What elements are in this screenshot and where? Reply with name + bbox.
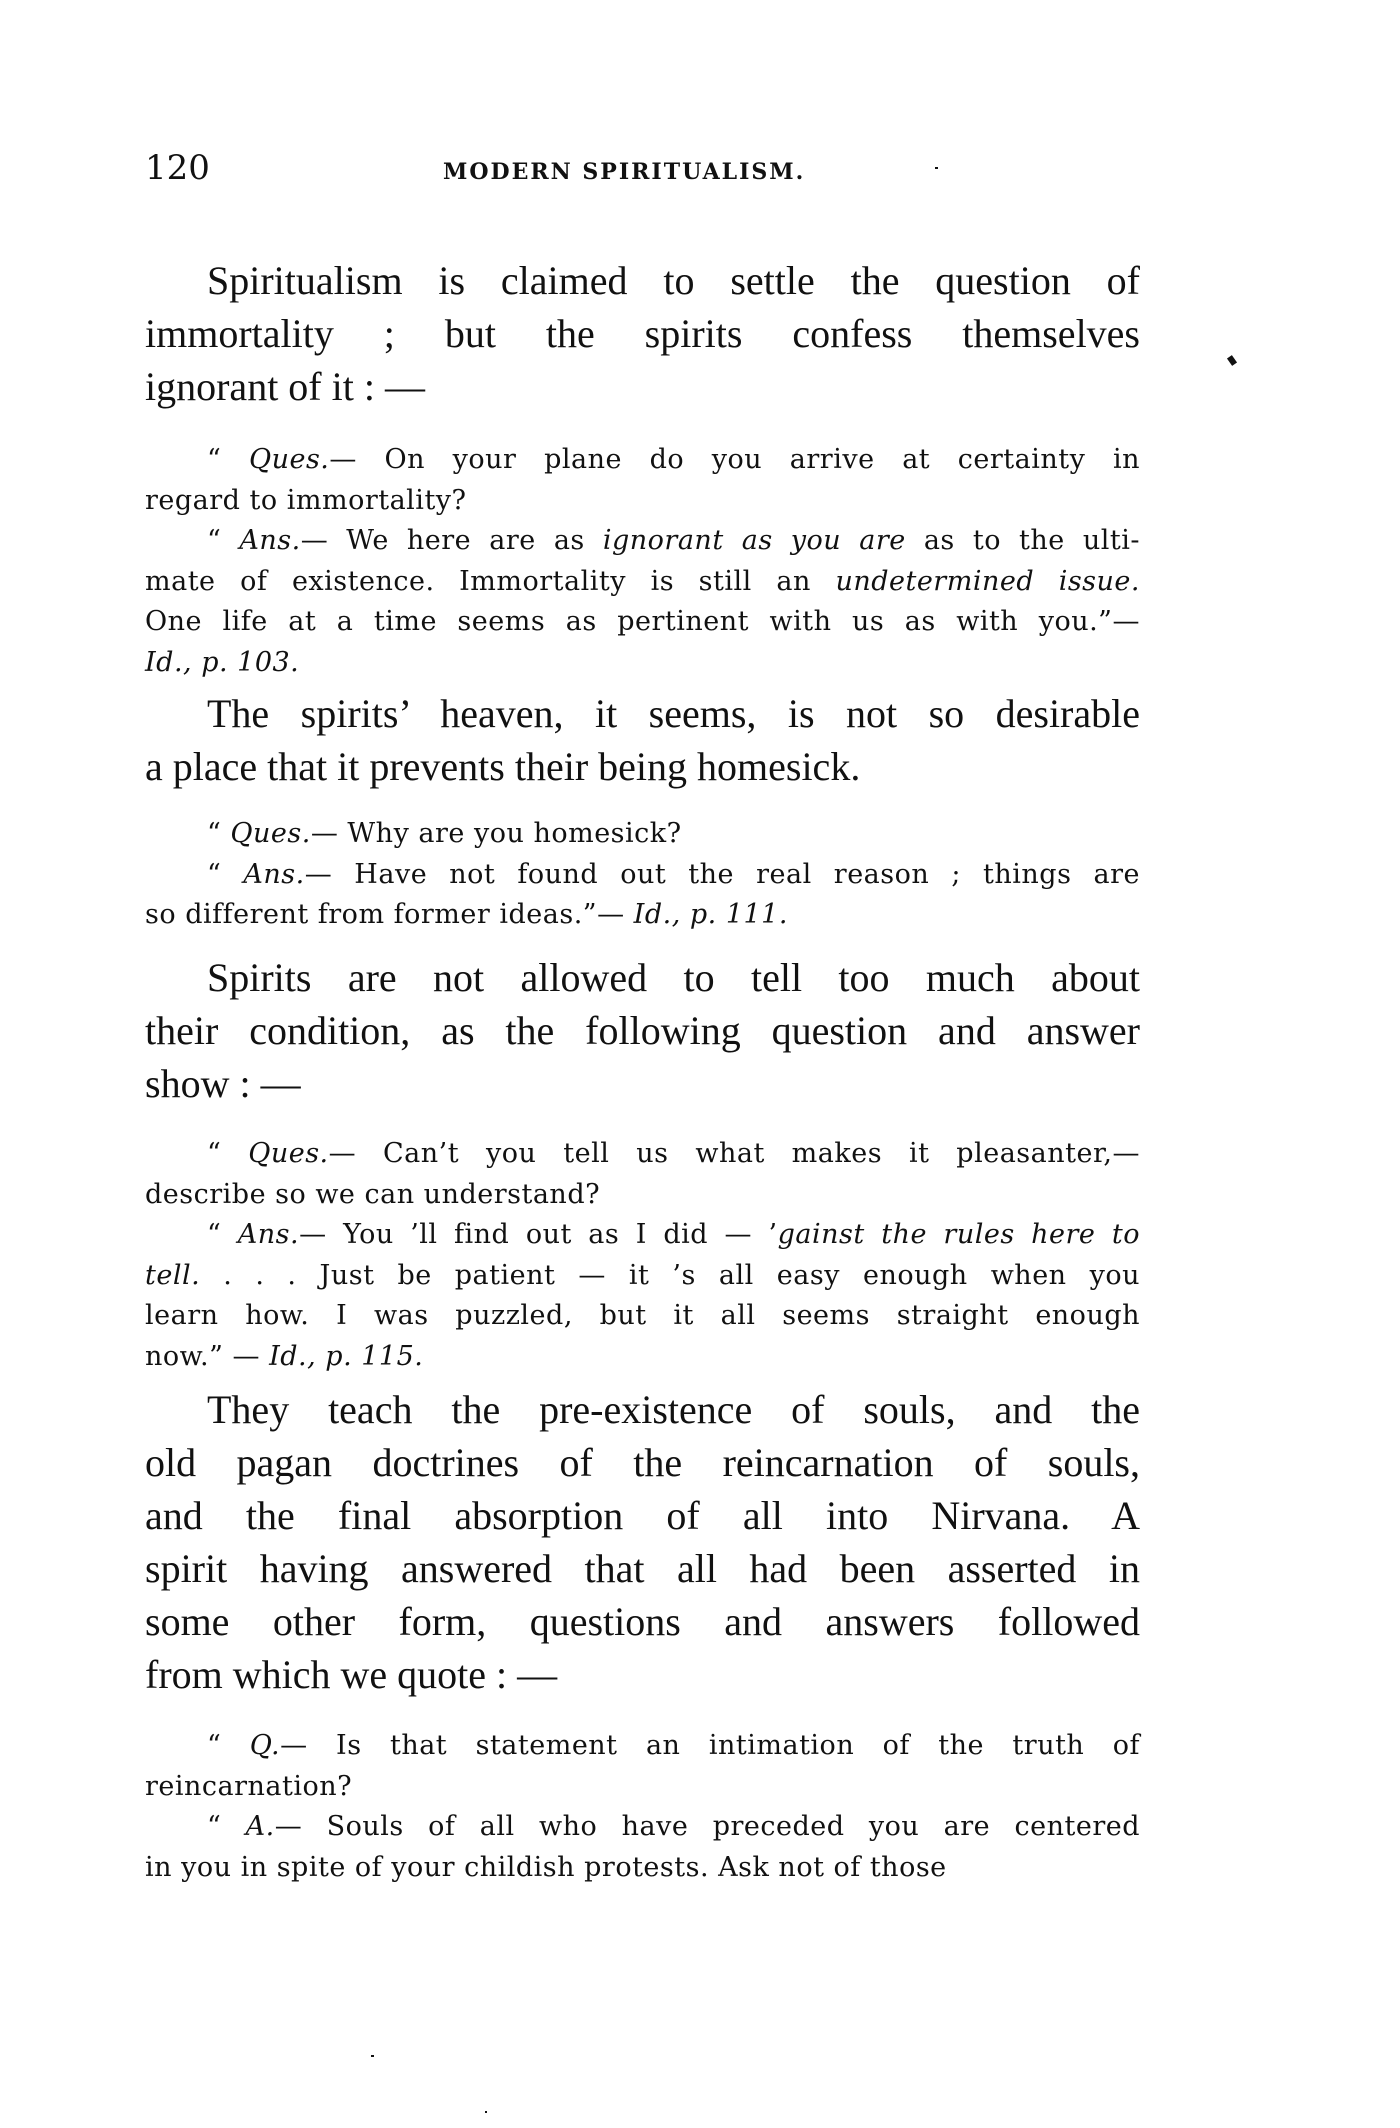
paragraph-line	[145, 1490, 1140, 1542]
text-run: their condition, as the following question and answer	[145, 1008, 1140, 1053]
text-run: Spiritualism is claimed to settle the question of	[207, 258, 1140, 303]
italic-text-run: Ans.	[239, 525, 301, 556]
text-run: “	[207, 858, 244, 890]
text-run: “	[207, 444, 249, 475]
scan-speck	[371, 2055, 374, 2057]
italic-text-run: Ans.	[243, 858, 305, 890]
text-run: “	[207, 1811, 246, 1842]
quote-line	[145, 602, 1140, 642]
paragraph-line	[207, 688, 1140, 740]
paragraph-line	[207, 1384, 1140, 1436]
text-run: regard to immortality?	[145, 484, 467, 516]
italic-text-run: Id., p. 103.	[145, 646, 300, 678]
text-run: from which we quote : —	[145, 1652, 558, 1697]
text-run: Spirits are not allowed to tell too much about	[207, 955, 1140, 1000]
italic-text-run: Ans.	[237, 1219, 300, 1250]
quote-line	[207, 521, 1140, 561]
text-run: “	[207, 818, 231, 849]
text-run: so different from former ideas.”—	[145, 899, 634, 930]
text-run: describe so we can understand?	[145, 1178, 601, 1210]
paragraph-line	[145, 1596, 1140, 1648]
text-run: — On your plane do you arrive at certainty in	[329, 444, 1140, 475]
text-run: — Souls of all who have preceded you are centered	[274, 1811, 1140, 1842]
text-run: . . . Just be patient — it ’s all easy enough when you	[200, 1259, 1140, 1291]
text-run: ignorant of it : —	[145, 364, 425, 409]
quote-line	[145, 1337, 1140, 1377]
quote-line	[145, 1175, 1140, 1215]
page-number: 120	[145, 148, 210, 188]
text-run: — You ’ll find out as I did — ’	[299, 1219, 778, 1250]
quote-line	[207, 1726, 1140, 1766]
paragraph-line	[207, 952, 1140, 1004]
text-run: reincarnation?	[145, 1770, 353, 1802]
text-run: and the final absorption of all into Nirvana. A	[145, 1493, 1140, 1538]
italic-text-run: A.	[245, 1811, 275, 1842]
text-run: a place that it prevents their being homesick.	[145, 744, 861, 789]
italic-text-run: undetermined issue.	[835, 565, 1140, 597]
text-run: in you in spite of your childish protests. Ask not of those	[145, 1851, 947, 1883]
text-run: — We here are as	[300, 525, 603, 556]
text-run: now.” —	[145, 1340, 270, 1372]
text-run: One life at a time seems as pertinent with us as with you.”—	[145, 606, 1140, 637]
italic-text-run: Ques.	[230, 818, 311, 849]
quote-line	[145, 643, 1140, 683]
quote-line	[145, 562, 1140, 602]
scan-speck	[1227, 355, 1237, 366]
text-run: “	[207, 1730, 250, 1761]
italic-text-run: Q.	[249, 1730, 281, 1761]
text-run: immortality ; but the spirits confess themselves	[145, 311, 1140, 356]
italic-text-run: Ques.	[248, 444, 330, 475]
paragraph-line	[145, 1437, 1140, 1489]
paragraph-line	[207, 255, 1140, 307]
paragraph-line	[145, 741, 1140, 793]
text-run: — Can’t you tell us what makes it pleasanter,—	[328, 1138, 1140, 1169]
text-run: — Is that statement an intimation of the truth of	[280, 1730, 1140, 1761]
italic-text-run: Ques.	[248, 1138, 329, 1169]
quote-line	[207, 440, 1140, 480]
quote-line	[145, 1256, 1140, 1296]
italic-text-run: tell.	[145, 1259, 201, 1291]
text-run: as to the ulti-	[905, 525, 1140, 556]
text-run: old pagan doctrines of the reincarnation of souls,	[145, 1440, 1140, 1485]
text-run: “	[207, 525, 240, 556]
paragraph-line	[145, 361, 1140, 413]
quote-line	[145, 481, 1140, 521]
quote-line	[207, 1215, 1140, 1255]
text-run: “	[207, 1138, 249, 1169]
quote-line	[207, 814, 1140, 854]
running-title: MODERN SPIRITUALISM.	[443, 159, 806, 185]
italic-text-run: Id., p. 115.	[269, 1340, 424, 1372]
text-run: mate of existence. Immortality is still an	[145, 565, 836, 597]
paragraph-line	[145, 1649, 1140, 1701]
text-run: some other form, questions and answers followed	[145, 1599, 1140, 1644]
text-run: learn how. I was puzzled, but it all seems straight enough	[145, 1300, 1140, 1331]
italic-text-run: ignorant as you are	[602, 525, 906, 556]
paragraph-line	[145, 1543, 1140, 1595]
paragraph-line	[145, 308, 1140, 360]
quote-line	[145, 1296, 1140, 1336]
text-run: They teach the pre-existence of souls, and the	[207, 1387, 1140, 1432]
quote-line	[145, 1848, 1140, 1888]
text-run: “	[207, 1219, 238, 1250]
quote-line	[207, 1807, 1140, 1847]
text-run: — Have not found out the real reason ; things are	[304, 858, 1140, 890]
italic-text-run: gainst the rules here to	[777, 1219, 1140, 1250]
paragraph-line	[145, 1005, 1140, 1057]
quote-line	[207, 1134, 1140, 1174]
text-run: — Why are you homesick?	[310, 818, 682, 849]
quote-line	[145, 1767, 1140, 1807]
quote-line	[207, 855, 1140, 895]
paragraph-line	[145, 1058, 1140, 1110]
scan-speck	[485, 2111, 487, 2113]
scan-speck	[935, 167, 938, 169]
quote-line	[145, 895, 1140, 935]
running-head	[145, 146, 1140, 196]
text-run: The spirits’ heaven, it seems, is not so desirable	[207, 691, 1140, 736]
text-run: spirit having answered that all had been asserted in	[145, 1546, 1140, 1591]
text-run: show : —	[145, 1061, 301, 1106]
italic-text-run: Id., p. 111.	[633, 899, 788, 930]
